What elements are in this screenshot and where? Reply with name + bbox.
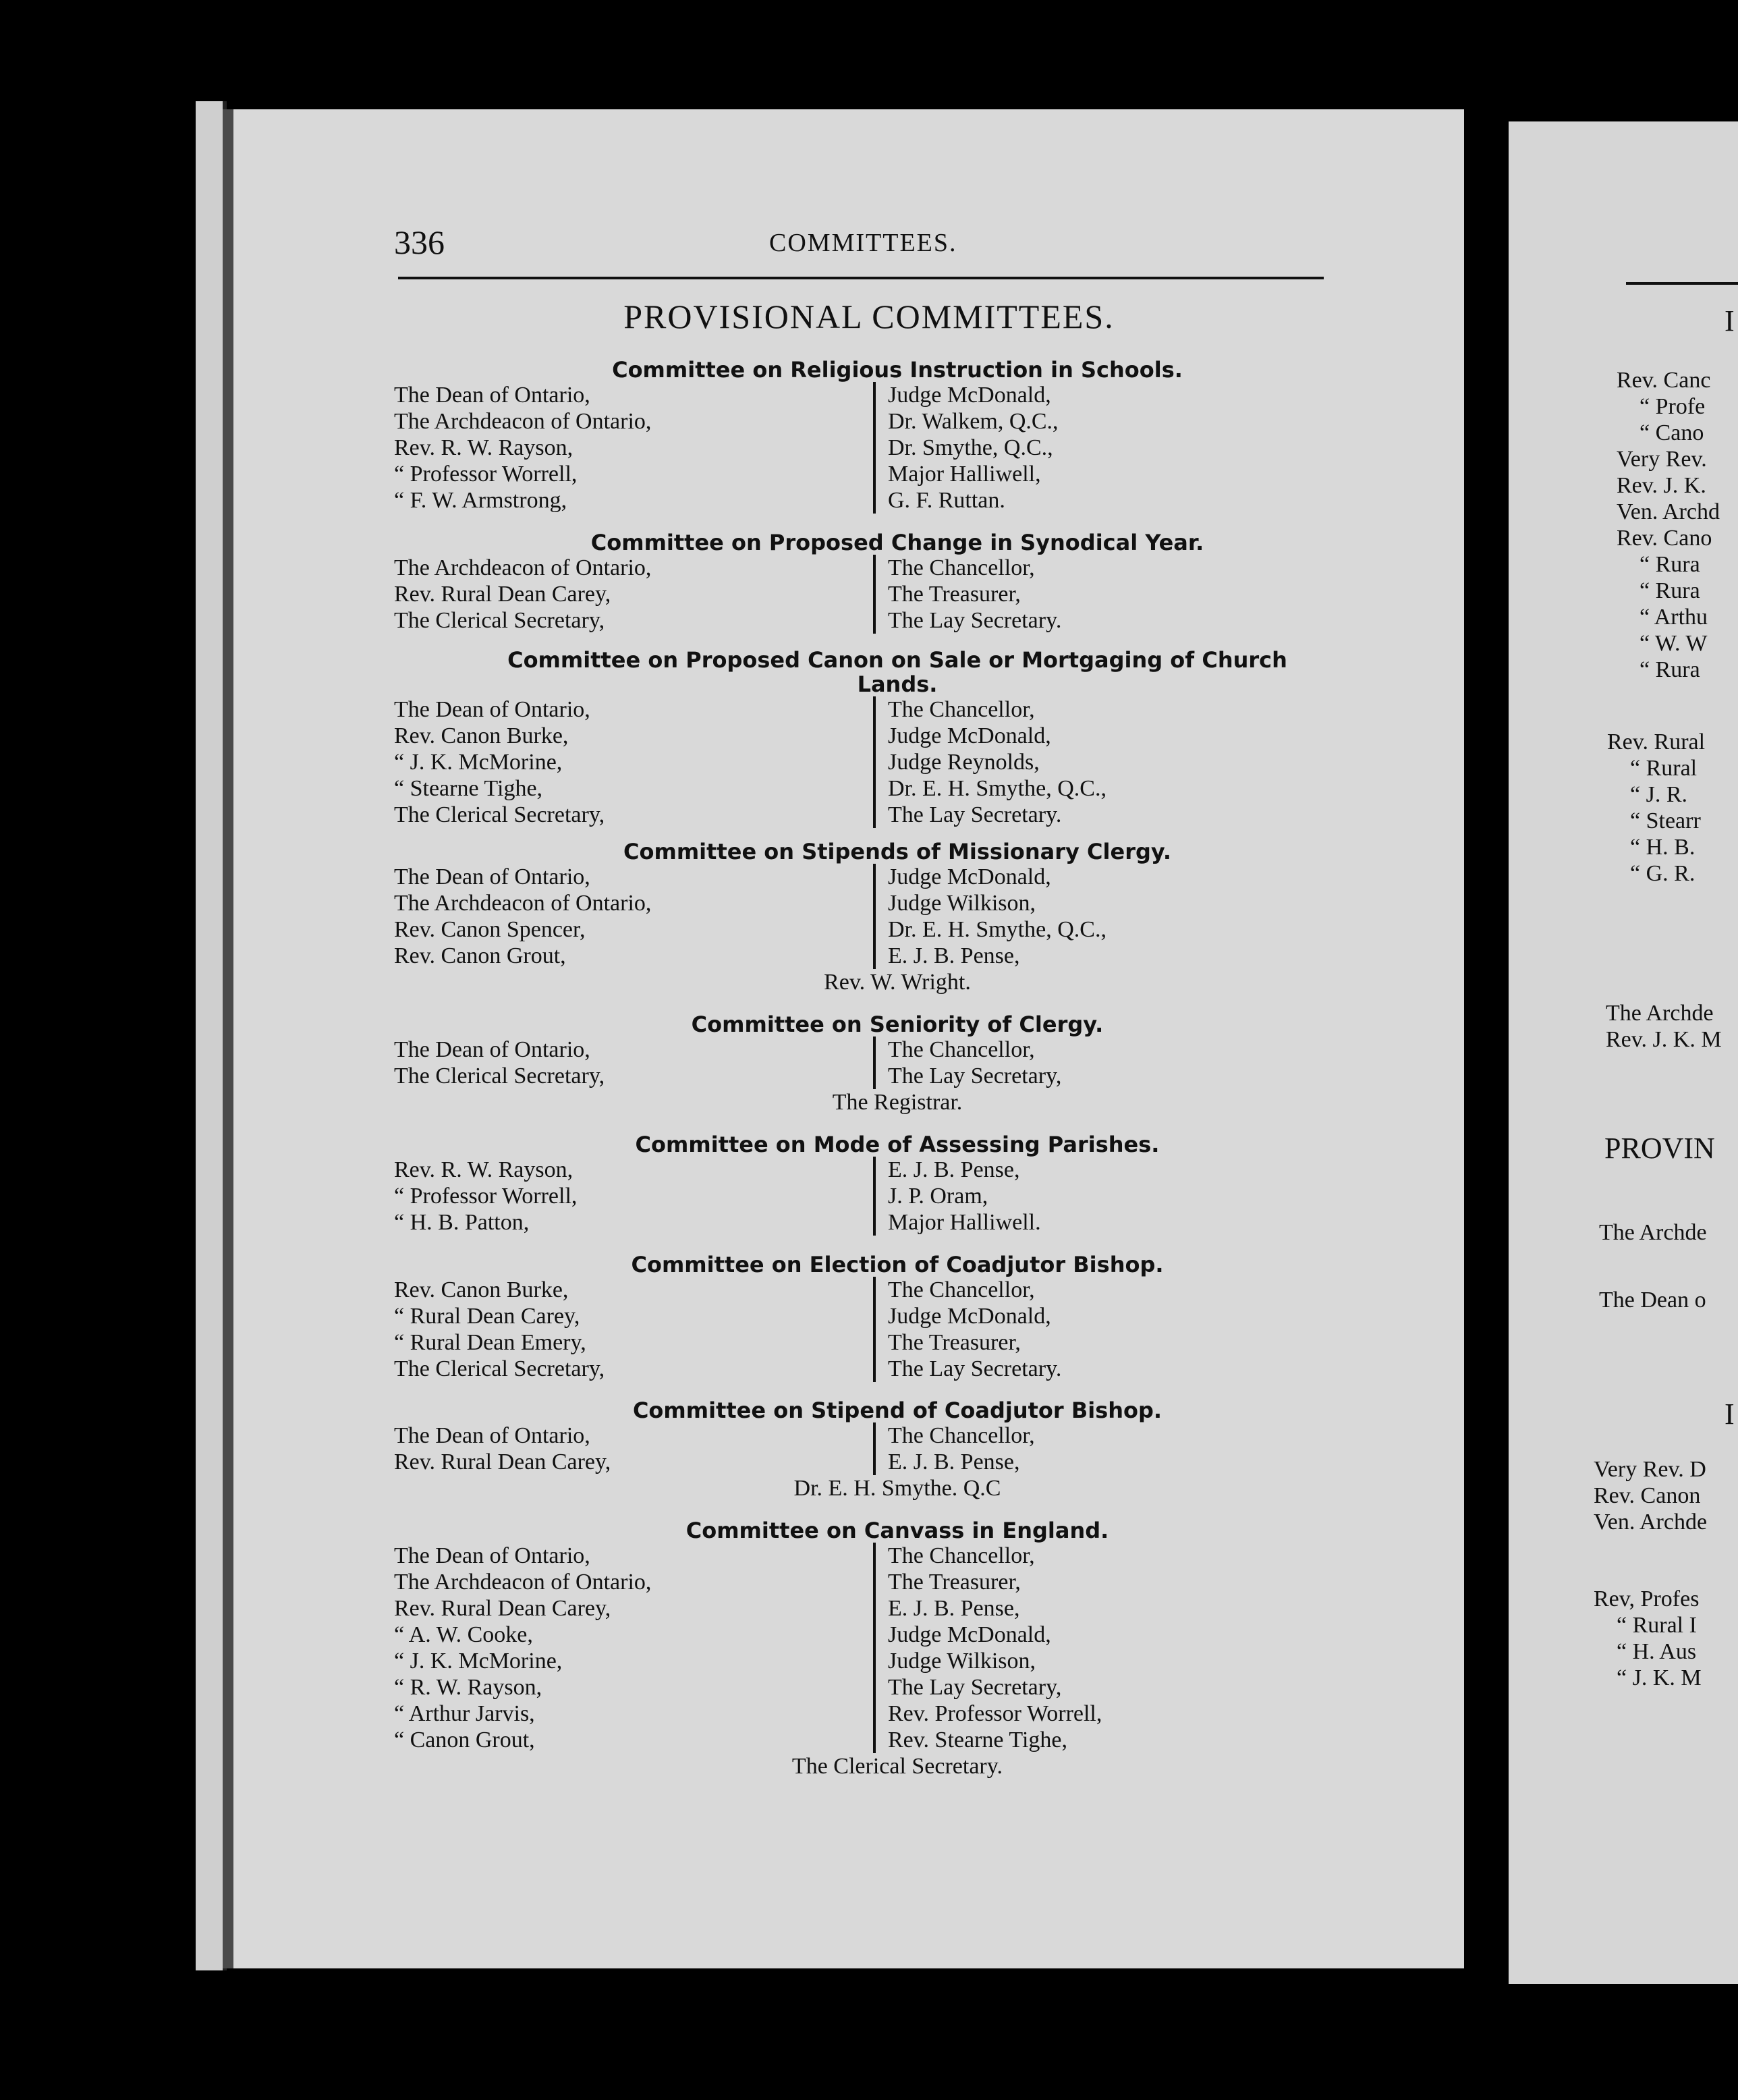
right-line: The Archde [1606,1001,1714,1026]
member-left: “ Professor Worrell, [394,462,578,487]
member-left: The Clerical Secretary, [394,1063,605,1088]
page-number: 336 [394,223,445,261]
member-right: E. J. B. Pense, [888,1596,1020,1621]
right-letter-top: I [1725,304,1735,337]
member-right: Rev. Professor Worrell, [888,1701,1102,1726]
member-left: “ A. W. Cooke, [394,1622,533,1647]
committee-footer: The Registrar. [832,1090,963,1115]
member-right: The Lay Secretary. [888,1356,1062,1381]
right-line: “ Stearr [1630,808,1701,833]
member-left: “ Canon Grout, [394,1728,535,1752]
member-right: The Chancellor, [888,1543,1035,1568]
member-left: Rev. Rural Dean Carey, [394,1596,611,1621]
committee-title: Committee on Stipend of Coadjutor Bishop. [632,1398,1162,1423]
right-header-rule [1626,282,1738,285]
member-right: Dr. E. H. Smythe, Q.C., [888,917,1106,942]
right-line: “ Cano [1639,420,1704,445]
member-left: The Dean of Ontario, [394,1037,590,1062]
member-left: “ R. W. Rayson, [394,1675,542,1700]
right-line: “ Rura [1639,552,1700,577]
member-left: “ Rural Dean Carey, [394,1304,580,1329]
member-right: Major Halliwell. [888,1210,1041,1235]
right-line: “ H. B. [1630,835,1695,860]
member-right: The Lay Secretary. [888,802,1062,827]
member-left: Rev. Canon Burke, [394,723,569,748]
right-line: “ J. K. M [1617,1665,1702,1690]
member-left: Rev. Rural Dean Carey, [394,582,611,607]
committee-title: Committee on Stipends of Missionary Clergy. [623,839,1171,864]
member-right: The Treasurer, [888,1570,1021,1595]
right-line: Rev. Canc [1617,368,1711,393]
committee-religious-instruction [378,358,1336,514]
member-left: The Clerical Secretary, [394,608,605,633]
member-right: Rev. Stearne Tighe, [888,1728,1068,1752]
member-right: The Lay Secretary. [888,608,1062,633]
right-fragment-block-a [1617,367,1720,683]
member-left: The Archdeacon of Ontario, [394,409,652,434]
member-left: The Dean of Ontario, [394,697,590,722]
member-right: The Chancellor, [888,697,1035,722]
right-fragment-block-e [1594,1456,1707,1535]
committee-assessing-parishes [378,1132,1336,1236]
member-right: The Chancellor, [888,1277,1035,1302]
right-line: “ Profe [1639,394,1706,419]
member-left: Rev. Canon Burke, [394,1277,569,1302]
member-right: The Chancellor, [888,1037,1035,1062]
member-left: The Dean of Ontario, [394,1543,590,1568]
member-left: The Archdeacon of Ontario, [394,891,652,916]
committee-title: Committee on Religious Instruction in Schools. [612,357,1183,383]
member-right: Major Halliwell, [888,462,1041,487]
committee-title: Committee on Proposed Canon on Sale or Mortgaging of Church Lands. [507,647,1287,697]
member-right: Judge Wilkison, [888,1649,1036,1674]
committee-footer: Rev. W. Wright. [824,970,971,995]
member-right: The Lay Secretary, [888,1063,1062,1088]
member-right: Judge McDonald, [888,383,1051,408]
committee-seniority [378,1012,1336,1116]
committee-missionary-stipends [378,839,1336,996]
member-right: Dr. Smythe, Q.C., [888,435,1053,460]
member-right: J. P. Oram, [888,1184,988,1209]
member-left: “ H. B. Patton, [394,1210,530,1235]
member-left: Rev. R. W. Rayson, [394,435,573,460]
member-left: “ Rural Dean Emery, [394,1330,586,1355]
member-left: Rev. Canon Grout, [394,943,566,968]
right-fragment-block-c [1606,1000,1722,1053]
member-left: “ Stearne Tighe, [394,776,543,801]
member-left: The Archdeacon of Ontario, [394,555,652,580]
right-line: Rev. Canon [1594,1483,1701,1508]
member-left: The Dean of Ontario, [394,1423,590,1448]
member-right: The Treasurer, [888,1330,1021,1355]
right-line: “ Rural I [1617,1613,1697,1638]
member-left: Rev. R. W. Rayson, [394,1157,573,1182]
right-line: “ G. R. [1630,861,1695,886]
member-right: Dr. E. H. Smythe, Q.C., [888,776,1106,801]
member-left: “ J. K. McMorine, [394,750,563,775]
right-line: Rev. J. K. M [1606,1027,1722,1052]
right-letter-mid: I [1725,1398,1735,1431]
member-left: The Clerical Secretary, [394,802,605,827]
right-line: Rev, Profes [1594,1586,1700,1611]
member-left: The Dean of Ontario, [394,864,590,889]
running-head: COMMITTEES. [769,229,957,257]
member-left: The Dean of Ontario, [394,383,590,408]
right-line: “ J. R. [1630,782,1687,807]
committee-footer: Dr. E. H. Smythe. Q.C [793,1476,1001,1501]
main-title: PROVISIONAL COMMITTEES. [623,298,1115,335]
member-right: The Chancellor, [888,1423,1035,1448]
member-right: G. F. Ruttan. [888,488,1005,513]
right-line: “ Rura [1639,657,1700,682]
right-heading: PROVIN [1604,1132,1715,1165]
committee-church-lands [378,648,1336,828]
committee-footer: The Clerical Secretary. [791,1754,1003,1779]
header-rule [398,277,1324,279]
right-line: Rev. Cano [1617,526,1712,551]
committee-title: Committee on Mode of Assessing Parishes. [635,1132,1160,1157]
member-left: The Archdeacon of Ontario, [394,1570,652,1595]
right-line: Very Rev. [1617,447,1707,472]
member-right: Judge McDonald, [888,1304,1051,1329]
right-line: “ Rura [1639,578,1700,603]
member-left: “ Professor Worrell, [394,1184,578,1209]
right-line: The Archde [1599,1220,1707,1245]
member-right: E. J. B. Pense, [888,1157,1020,1182]
right-line: “ Rural [1630,756,1698,781]
member-right: The Chancellor, [888,555,1035,580]
right-fragment-block-b [1607,729,1705,887]
member-left: Rev. Canon Spencer, [394,917,586,942]
committee-title: Committee on Proposed Change in Synodical Year. [590,530,1204,555]
right-line: Very Rev. D [1594,1457,1706,1482]
member-left: “ Arthur Jarvis, [394,1701,535,1726]
member-right: Dr. Walkem, Q.C., [888,409,1059,434]
member-right: Judge Reynolds, [888,750,1040,775]
member-left: “ F. W. Armstrong, [394,488,567,513]
member-right: The Treasurer, [888,582,1021,607]
committee-canvass-england [378,1518,1336,1780]
right-line: Ven. Archd [1617,499,1720,524]
member-left: The Clerical Secretary, [394,1356,605,1381]
right-fragment-block-f [1594,1586,1702,1691]
member-right: The Lay Secretary, [888,1675,1062,1700]
right-line: “ H. Aus [1617,1639,1697,1664]
committee-synodical-year [378,530,1336,634]
right-line: Ven. Archde [1594,1510,1708,1535]
member-right: Judge McDonald, [888,1622,1051,1647]
committee-title: Committee on Canvass in England. [685,1518,1109,1543]
committee-election-coadjutor [378,1252,1336,1382]
committee-title: Committee on Seniority of Clergy. [691,1012,1104,1037]
right-line: “ Arthu [1639,605,1708,630]
member-right: Judge Wilkison, [888,891,1036,916]
member-right: E. J. B. Pense, [888,943,1020,968]
member-left: “ J. K. McMorine, [394,1649,563,1674]
member-left: Rev. Rural Dean Carey, [394,1449,611,1474]
right-line: Rev. J. K. [1617,473,1706,498]
committee-title: Committee on Election of Coadjutor Bishop. [631,1252,1164,1277]
right-line: Rev. Rural [1607,729,1706,754]
member-right: E. J. B. Pense, [888,1449,1020,1474]
right-line: The Dean o [1599,1288,1706,1312]
right-line: “ W. W [1639,631,1708,656]
committee-stipend-coadjutor [378,1398,1336,1502]
member-right: Judge McDonald, [888,723,1051,748]
member-right: Judge McDonald, [888,864,1051,889]
